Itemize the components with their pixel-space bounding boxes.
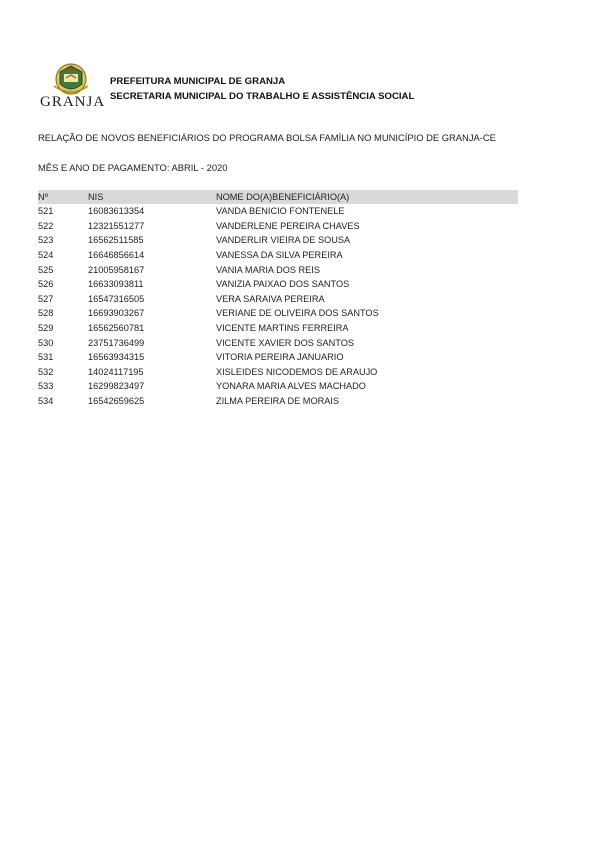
table-row xyxy=(38,204,518,219)
cell-number: 527 xyxy=(38,293,54,304)
cell-number: 525 xyxy=(38,264,54,275)
cell-name: YONARA MARIA ALVES MACHADO xyxy=(216,381,366,392)
cell-name: XISLEIDES NICODEMOS DE ARAUJO xyxy=(216,366,378,377)
table-header xyxy=(38,190,518,204)
table-row xyxy=(38,306,518,321)
logo-wordmark: GRANJA xyxy=(40,94,106,110)
cell-nis: 16693903267 xyxy=(88,308,145,319)
cell-nis: 16083613354 xyxy=(88,206,145,217)
secretaria-title: SECRETARIA MUNICIPAL DO TRABALHO E ASSISTÊNCIA SOCIAL xyxy=(110,91,415,102)
cell-number: 528 xyxy=(38,308,54,319)
letterhead xyxy=(110,74,414,104)
granja-logo xyxy=(40,62,106,116)
cell-number: 533 xyxy=(38,381,54,392)
cell-nis: 21005958167 xyxy=(88,264,145,275)
cell-nis: 16633093811 xyxy=(88,279,144,290)
cell-number: 531 xyxy=(38,352,54,363)
cell-name: VANDERLIR VIEIRA DE SOUSA xyxy=(216,235,351,246)
cell-name: VANIZIA PAIXAO DOS SANTOS xyxy=(216,279,350,290)
cell-nis: 16562511585 xyxy=(88,235,144,246)
table-row xyxy=(38,365,518,380)
table-row xyxy=(38,248,518,263)
report-title: RELAÇÃO DE NOVOS BENEFICIÁRIOS DO PROGRAMA BOLSA FAMÍLIA NO MUNICÍPIO DE GRANJA-CE xyxy=(38,132,496,143)
beneficiaries-table xyxy=(38,190,518,408)
cell-number: 521 xyxy=(38,206,54,217)
table-row xyxy=(38,335,518,350)
cell-number: 529 xyxy=(38,323,54,334)
cell-number: 532 xyxy=(38,366,54,377)
cell-nis: 23751736499 xyxy=(88,337,145,348)
cell-nis: 16646856614 xyxy=(88,250,145,261)
cell-name: VICENTE MARTINS FERREIRA xyxy=(216,323,349,334)
cell-name: VICENTE XAVIER DOS SANTOS xyxy=(216,337,355,348)
cell-name: ZILMA PEREIRA DE MORAIS xyxy=(216,396,340,407)
cell-nis: 16563934315 xyxy=(88,352,145,363)
cell-nis: 16542659625 xyxy=(88,396,145,407)
table-row xyxy=(38,262,518,277)
coat-of-arms-icon xyxy=(40,62,102,96)
cell-number: 523 xyxy=(38,235,54,246)
cell-name: VANIA MARIA DOS REIS xyxy=(216,264,320,275)
cell-nis: 16299823497 xyxy=(88,381,145,392)
cell-number: 534 xyxy=(38,396,54,407)
cell-nis: 14024117195 xyxy=(88,366,144,377)
cell-nis: 12321551277 xyxy=(88,220,145,231)
cell-nis: 16562560781 xyxy=(88,323,145,334)
col-header-name: NOME DO(A)BENEFICIÁRIO(A) xyxy=(216,192,350,202)
cell-name: VITORIA PEREIRA JANUARIO xyxy=(216,352,344,363)
cell-name: VANDA BENICIO FONTENELE xyxy=(216,206,345,217)
cell-name: VERA SARAIVA PEREIRA xyxy=(216,293,325,304)
table-row xyxy=(38,219,518,234)
table-row xyxy=(38,350,518,365)
prefeitura-title: PREFEITURA MUNICIPAL DE GRANJA xyxy=(110,76,286,87)
cell-name: VERIANE DE OLIVEIRA DOS SANTOS xyxy=(216,308,379,319)
table-row xyxy=(38,292,518,307)
table-row xyxy=(38,321,518,336)
cell-nis: 16547316505 xyxy=(88,293,145,304)
table-row xyxy=(38,379,518,394)
table-row xyxy=(38,394,518,409)
cell-name: VANDERLENE PEREIRA CHAVES xyxy=(216,220,360,231)
table-row xyxy=(38,233,518,248)
payment-period: MÊS E ANO DE PAGAMENTO: ABRIL - 2020 xyxy=(38,162,228,173)
col-header-number: Nº xyxy=(38,192,48,202)
table-row xyxy=(38,277,518,292)
cell-number: 522 xyxy=(38,220,54,231)
cell-number: 530 xyxy=(38,337,54,348)
cell-number: 524 xyxy=(38,250,54,261)
col-header-nis: NIS xyxy=(88,192,104,202)
cell-name: VANESSA DA SILVA PEREIRA xyxy=(216,250,343,261)
cell-number: 526 xyxy=(38,279,54,290)
